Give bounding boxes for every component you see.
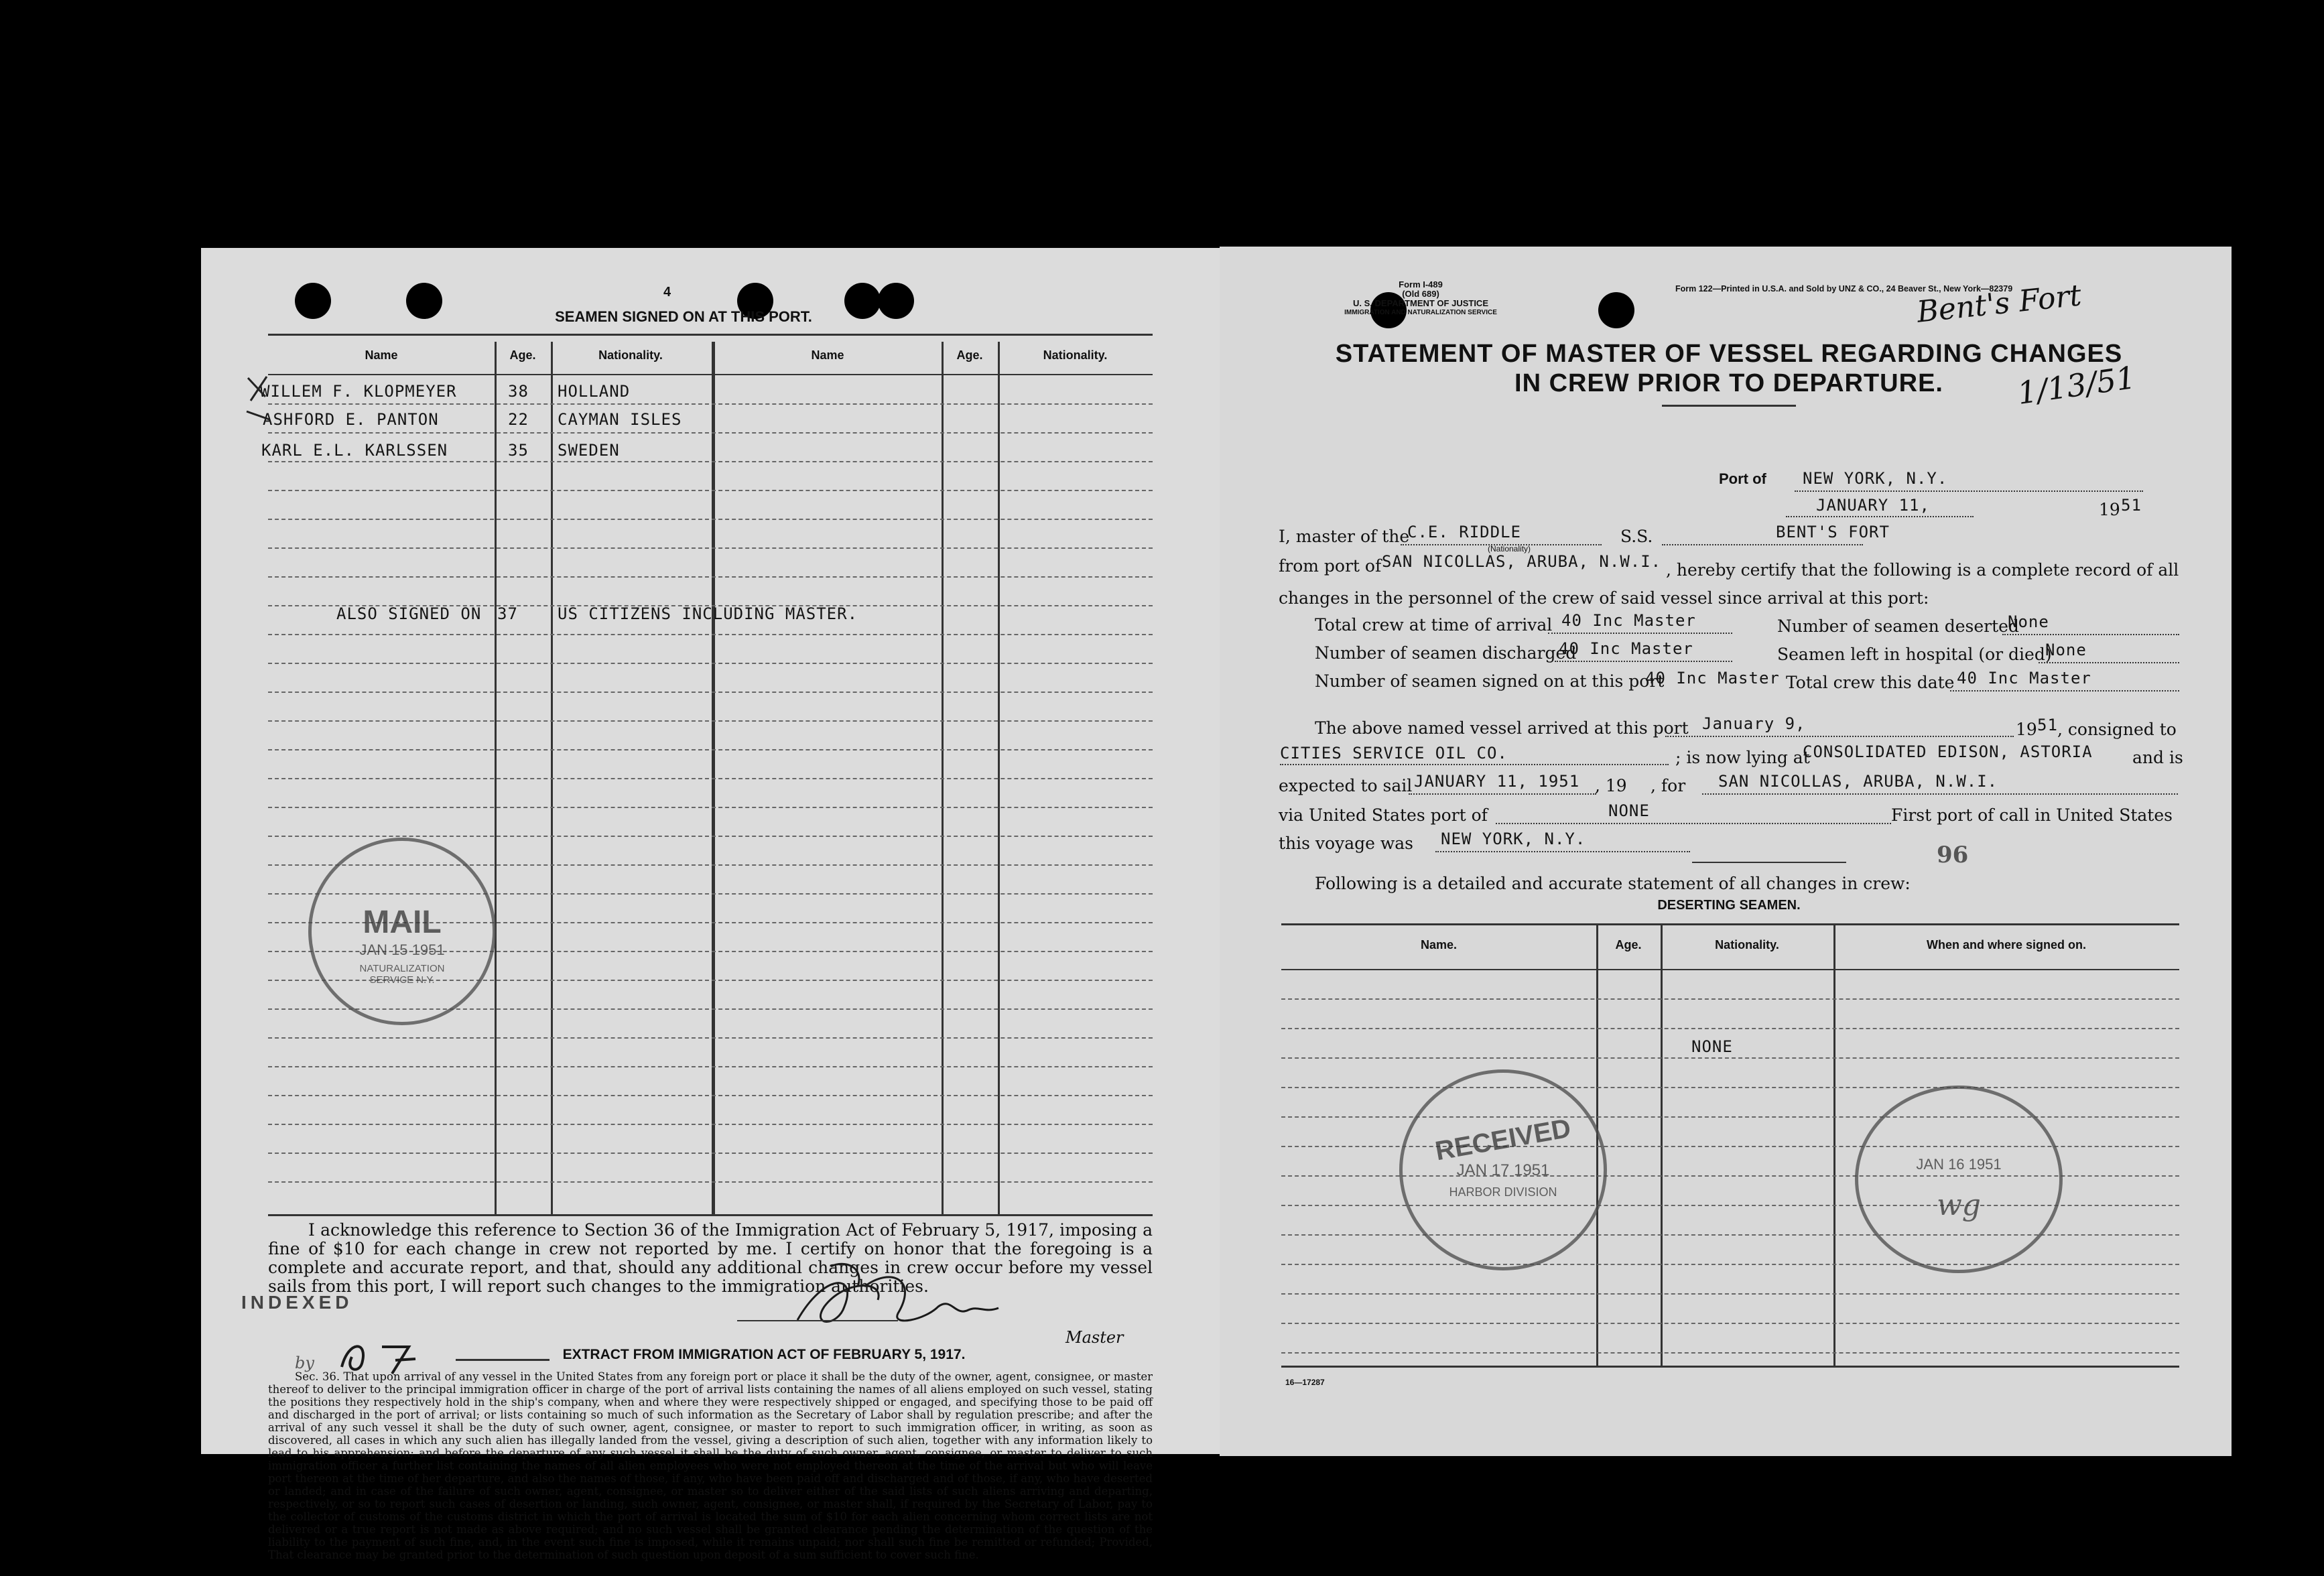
service: IMMIGRATION AND NATURALIZATION SERVICE — [1344, 309, 1497, 316]
check-mark-icon — [243, 371, 276, 432]
seaman-name: WILLEM F. KLOPMEYER — [260, 382, 457, 401]
ruled-line — [268, 807, 1153, 808]
ruled-line — [268, 692, 1153, 693]
ruled-line — [268, 663, 1153, 664]
arrived-label: The above named vessel arrived at this port — [1315, 718, 1689, 738]
column-divider — [1833, 923, 1835, 1366]
ruled-line — [1281, 1234, 2179, 1236]
seaman-nationality: HOLLAND — [558, 382, 631, 401]
signed-on-value: 40 Inc Master — [1645, 669, 1780, 687]
voyage-value: NEW YORK, N.Y. — [1441, 830, 1586, 848]
received-stamp-ring: HARBOR DIVISION — [1449, 1185, 1557, 1199]
ruled-line — [268, 749, 1153, 750]
ruled-line — [1281, 1028, 2179, 1029]
date-stamp-initials: wg — [1937, 1188, 1981, 1222]
port-label: Port of — [1719, 470, 1766, 487]
nationality-value: C.E. RIDDLE — [1407, 523, 1521, 541]
ruled-line — [268, 634, 1153, 635]
desert-header-name: Name. — [1420, 938, 1458, 951]
handwritten-date: 1/13/51 — [2015, 358, 2138, 412]
discharged-label: Number of seamen discharged — [1315, 643, 1577, 663]
desert-header-rule — [1281, 969, 2179, 970]
signed-on-label: Number of seamen signed on at this port — [1315, 671, 1665, 691]
ruled-line — [268, 576, 1153, 578]
ruled-line — [268, 461, 1153, 462]
desert-table-top — [1281, 923, 2179, 925]
date-stamp — [1855, 1086, 2063, 1273]
deserted-label: Number of seamen deserted — [1777, 616, 2019, 636]
seaman-name: KARL E.L. KARLSSEN — [261, 441, 448, 460]
expected-value: JANUARY 11, 1951 — [1414, 772, 1580, 791]
from-port-value: SAN NICOLLAS, ARUBA, N.W.I. — [1382, 552, 1662, 571]
voyage-label: this voyage was — [1279, 834, 1414, 853]
total-crew-today-value: 40 Inc Master — [1957, 669, 2091, 687]
mail-stamp — [308, 838, 496, 1025]
total-crew-arrival-value: 40 Inc Master — [1561, 611, 1696, 630]
master-of-label: I, master of the — [1279, 527, 1410, 546]
year-value: 51 — [2121, 496, 2142, 515]
port-value: NEW YORK, N.Y. — [1803, 469, 1948, 488]
received-stamp-date: JAN 17 1951 — [1456, 1161, 1550, 1179]
vessel-value: BENT'S FORT — [1776, 523, 1890, 541]
also-signed-count: 37 — [497, 604, 518, 623]
crew-table — [260, 342, 1153, 1214]
total-crew-today-label: Total crew this date — [1786, 673, 1955, 692]
seaman-nationality: CAYMAN ISLES — [558, 410, 682, 429]
lying-label: ; is now lying at — [1675, 748, 1810, 767]
via-value: NONE — [1608, 801, 1650, 820]
ruled-line — [268, 432, 1153, 434]
ruled-line — [268, 547, 1153, 549]
master-label: Master — [1066, 1328, 1124, 1347]
ruled-line — [268, 519, 1153, 520]
year-prefix: 19 — [2099, 500, 2120, 519]
ruled-line — [268, 1095, 1153, 1096]
signature-line — [737, 1320, 898, 1321]
voyage-rule — [1692, 862, 1846, 863]
col-header-name: Name — [365, 348, 398, 362]
ruled-line — [268, 1037, 1153, 1039]
received-stamp — [1399, 1069, 1607, 1270]
mail-stamp-ring: NATURALIZATION SERVICE N.Y. — [359, 963, 445, 986]
also-signed-prefix: ALSO SIGNED ON — [336, 604, 482, 623]
mail-stamp-main: MAIL — [363, 905, 442, 940]
master-signature — [784, 1260, 1012, 1340]
col-header-name-2: Name — [811, 348, 844, 362]
arrived-year-value: 51 — [2037, 716, 2058, 734]
form-id-block — [1320, 280, 1521, 318]
ruled-line — [1281, 998, 2179, 1000]
seaman-age: 22 — [508, 410, 529, 429]
title-rule — [268, 334, 1153, 336]
column-divider — [1661, 923, 1663, 1366]
ruled-line — [268, 720, 1153, 722]
title-underline — [1662, 405, 1796, 407]
department: U. S. DEPARTMENT OF JUSTICE — [1353, 298, 1488, 308]
ruled-line — [1281, 1293, 2179, 1295]
handwritten-vessel: Bent's Fort — [1915, 278, 2083, 330]
indexed-by: by — [295, 1354, 314, 1372]
via-line — [1496, 807, 1891, 824]
desert-table-bottom — [1281, 1366, 2179, 1368]
page-number: 4 — [663, 285, 671, 300]
arrived-value: January 9, — [1702, 714, 1806, 733]
seaman-nationality: SWEDEN — [558, 441, 620, 460]
col-header-age-2: Age. — [956, 348, 983, 362]
expected-label: expected to sail — [1279, 776, 1413, 795]
first-port-label: First port of call in United States — [1891, 805, 2173, 825]
left-page — [201, 248, 1220, 1561]
title-line2: IN CREW PRIOR TO DEPARTURE. — [1514, 369, 1943, 397]
lying-value: CONSOLIDATED EDISON, ASTORIA — [1803, 742, 2093, 761]
form-footer: 16—17287 — [1285, 1378, 1325, 1387]
hospital-label: Seamen left in hospital (or died) — [1777, 645, 2052, 664]
extract-title: EXTRACT FROM IMMIGRATION ACT OF FEBRUARY 5, 1917. — [562, 1347, 966, 1362]
form-number: Form I-489 — [1399, 279, 1443, 289]
certify-text: , hereby certify that the following is a complete record of all changes in the personnel of the crew of said vessel since arrival at this port: — [1279, 560, 2179, 608]
consigned-label: , consigned to — [2057, 720, 2177, 739]
also-signed-suffix: US CITIZENS INCLUDING MASTER. — [558, 604, 858, 623]
for-value: SAN NICOLLAS, ARUBA, N.W.I. — [1718, 772, 1998, 791]
folio-number: 96 — [1937, 842, 1969, 868]
seaman-name: ASHFORD E. PANTON — [263, 410, 439, 429]
ruled-line — [1281, 1323, 2179, 1324]
desert-entry: NONE — [1691, 1037, 1733, 1056]
ruled-line — [1281, 1264, 2179, 1265]
ruled-line — [268, 1066, 1153, 1067]
ruled-line — [268, 403, 1153, 405]
ss-label: S.S. — [1620, 527, 1653, 546]
certification-text: I acknowledge this reference to Section 36 of the Immigration Act of February 5, 1917, imposing a fine of $10 for each change in crew not reported by me. I certify on honor that the foregoing is a complete and accurate report, and that, should any additional changes in crew occur before my vessel sails from this port, I will report such changes to the immigration authorities. — [268, 1220, 1153, 1296]
form-old: (Old 689) — [1402, 289, 1439, 299]
right-page — [1220, 247, 2232, 1456]
received-stamp-main: RECEIVED — [1433, 1113, 1573, 1167]
col-header-nationality-2: Nationality. — [1043, 348, 1108, 362]
ruled-line — [268, 490, 1153, 491]
hospital-value: None — [2045, 641, 2087, 659]
deserted-value: None — [2008, 612, 2049, 631]
ruled-line — [1281, 1087, 2179, 1088]
col-header-nationality: Nationality. — [598, 348, 663, 362]
for-label: , for — [1651, 776, 1686, 795]
page-title: SEAMEN SIGNED ON AT THIS PORT. — [555, 308, 812, 325]
date-value: JANUARY 11, — [1816, 496, 1930, 515]
mail-stamp-date: JAN 15 1951 — [359, 941, 445, 958]
ruled-line — [1281, 1352, 2179, 1354]
expected-year-prefix: , 19 — [1595, 776, 1627, 795]
printer-note: Form 122—Printed in U.S.A. and Sold by UNZ & CO., 24 Beaver St., New York—82379 — [1675, 284, 2013, 293]
total-crew-arrival-label: Total crew at time of arrival — [1315, 615, 1553, 635]
via-label: via United States port of — [1279, 805, 1488, 825]
discharged-value: 40 Inc Master — [1559, 639, 1693, 658]
date-stamp-date: JAN 16 1951 — [1916, 1156, 2002, 1173]
desert-header-nationality: Nationality. — [1715, 938, 1779, 951]
extract-text: Sec. 36. That upon arrival of any vessel in the United States from any foreign port or place it shall be the duty of the owner, agent, consignee, or master thereof to deliver to the principal immigration officer in charge of the port of arrival lists containing the names of all aliens employed on such vessel, stating the positions they respectively hold in the ship's company, when and where they were respectively shipped or engaged, and specifying those to be paid off and discharged in the port of arrival; or lists containing so much of such information as the Secretary of Labor shall by regulation prescribe; and after the arrival of any such vessel it shall be the duty of such owner, agent, consignee, or master to report to such immigration officer, in writing, as soon as discovered, all cases in which any such alien has illegally landed from the vessel, giving a description of such alien, together with any information likely to lead to his apprehension; and before the departure of any such vessel it shall be the duty of such owner, agent, consignee, or master to deliver to such immigration officer a further list containing the names of all alien employees who were not employed thereon at the time of the arrival but who will leave port thereon at the time of her departure, and also the names of those, if any, who have been paid off and discharged and of those, if any, who have deserted or landed; and in case of the failure of such owner, agent, consignee, or master so to deliver either of the said lists of such aliens arriving and departing, respectively, or so to report such cases of desertion or landing, such owner, agent, consignee, or master shall, if required by the Secretary of Labor, pay to the collector of customs of the customs district in which the port of arrival is located the sum of $10 for each alien concerning whom correct lists are not delivered or a true report is not made as above required; and no such vessel shall be granted clearance pending the determination of the question of the liability to the payment of such fine, and, in the event such fine is imposed, while it remains unpaid; nor shall such fine be remitted or refunded; Provided, That clearance may be granted prior to the determination of such question upon deposit of a sum sufficient to cover such fine. — [268, 1370, 1153, 1561]
desert-header-age: Age. — [1615, 938, 1642, 951]
header-rule — [268, 374, 1153, 375]
seaman-age: 35 — [508, 441, 529, 460]
ruled-line — [268, 1153, 1153, 1154]
nationality-caption: (Nationality) — [1488, 544, 1531, 553]
table-bottom-rule — [268, 1214, 1153, 1216]
desert-header-signed-on: When and where signed on. — [1926, 938, 2087, 951]
title-line1: STATEMENT OF MASTER OF VESSEL REGARDING CHANGES — [1335, 340, 2123, 368]
ruled-line — [1281, 1057, 2179, 1059]
indexed-stamp: INDEXED — [241, 1292, 353, 1313]
ruled-line — [268, 778, 1153, 779]
punch-hole — [1598, 292, 1634, 328]
consignee-value: CITIES SERVICE OIL CO. — [1280, 744, 1508, 763]
from-port-label: from port of — [1279, 556, 1382, 576]
col-header-age: Age. — [509, 348, 536, 362]
arrived-year-prefix: 19 — [2016, 720, 2037, 739]
seaman-age: 38 — [508, 382, 529, 401]
deserting-title: DESERTING SEAMEN. — [1657, 898, 1801, 913]
ruled-line — [268, 1124, 1153, 1125]
ruled-line — [268, 1181, 1153, 1183]
ruled-line — [268, 836, 1153, 837]
and-is-label: and is — [2132, 748, 2183, 767]
following-label: Following is a detailed and accurate statement of all changes in crew: — [1315, 874, 1911, 893]
